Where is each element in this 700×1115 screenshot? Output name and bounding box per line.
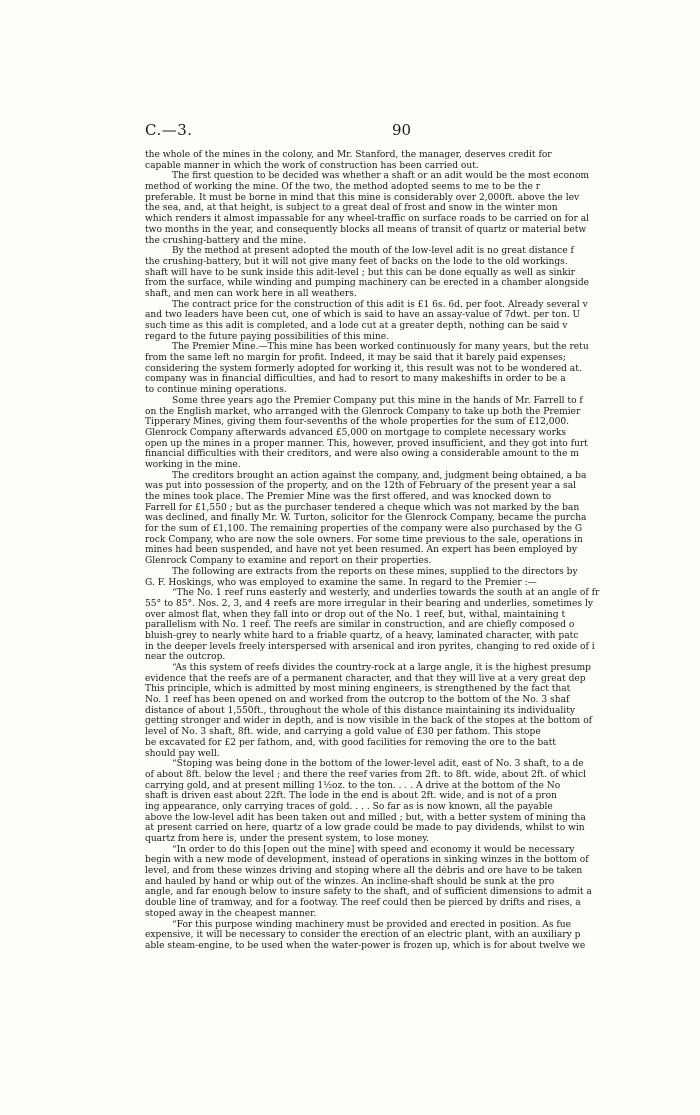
text-line: considering the system formerly adopted for working it, this result was not to be wondered at. — [145, 363, 582, 374]
text-line: be excavated for £2 per fathom, and, with good facilities for removing the ore to the batt — [145, 737, 556, 748]
text-line: open up the mines in a proper manner. This, however, proved insufficient, and they got into furt — [145, 438, 588, 449]
text-line: above the low-level adit has been taken out and milled ; but, with a better system of mining tha — [145, 812, 586, 823]
text-line: parallelism with No. 1 reef. The reefs are similar in construction, and are chiefly composed o — [145, 620, 575, 631]
text-line: Glenrock Company to examine and report on their properties. — [145, 556, 432, 567]
body-text — [145, 150, 700, 952]
text-line: By the method at present adopted the mouth of the low-level adit is no great distance f — [172, 246, 574, 257]
text-line: able steam-engine, to be used when the water-power is frozen up, which is for about twelve we — [145, 940, 586, 951]
text-line: The creditors brought an action against the company, and, judgment being obtained, a ba — [172, 470, 587, 481]
text-line: rock Company, who are now the sole owners. For some time previous to the sale, operations in — [145, 534, 583, 545]
page-number: 90 — [392, 121, 412, 139]
text-line: the crushing-battery and the mine. — [145, 235, 307, 246]
text-line: was put into possession of the property, and on the 12th of February of the present year a sal — [145, 481, 577, 492]
text-line: from the surface, while winding and pumping machinery can be erected in a chamber alongside — [145, 278, 590, 289]
text-line: 55° to 85°. Nos. 2, 3, and 4 reefs are more irregular in their bearing and underlies, sometimes ly — [145, 598, 593, 609]
text-line: near the outcrop. — [145, 652, 226, 663]
text-line: from the same left no margin for profit. Indeed, it may be said that it barely paid expenses; — [145, 353, 566, 364]
text-line: preferable. It must be borne in mind that this mine is considerably over 2,000ft. above the lev — [145, 192, 580, 203]
text-line: the mines took place. The Premier Mine was the first offered, and was knocked down to — [145, 492, 552, 502]
text-line: shaft is driven east about 22ft. The lode in the end is about 2ft. wide, and is not of a pron — [145, 791, 557, 802]
text-line: “As this system of reefs divides the country-rock at a large angle, it is the highest presump — [172, 663, 591, 673]
text-line: expensive, it will be necessary to consider the erection of an electric plant, with an auxiliary p — [145, 930, 581, 941]
text-line: The contract price for the construction of this adit is £1 6s. 6d. per foot. Already several v — [172, 299, 588, 310]
text-line: financial difficulties with their creditors, and were also owing a considerable amount to the m — [145, 449, 579, 460]
text-line: shaft will have to be sunk inside this adit-level ; but this can be done equally as well as sinkir — [145, 267, 576, 278]
text-line: ing appearance, only carrying traces of gold. . . . So far as is now known, all the payable — [145, 801, 553, 812]
text-line: level of No. 3 shaft, 8ft. wide, and carrying a gold value of £30 per fathom. This stope — [145, 727, 541, 738]
text-line: Glenrock Company afterwards advanced £5,000 on mortgage to complete necessary works — [145, 427, 567, 438]
text-line: The Premier Mine.—This mine has been worked continuously for many years, but the retu — [172, 342, 589, 353]
text-line: for the sum of £1,100. The remaining properties of the company were also purchased by the G — [145, 524, 583, 535]
text-line: which renders it almost impassable for any wheel-traffic on surface roads to be carried on for al — [145, 214, 590, 225]
text-line: capable manner in which the work of construction has been carried out. — [145, 160, 479, 171]
text-line: should pay well. — [145, 748, 220, 759]
text-line: company was in financial difficulties, and had to resort to many makeshifts in order to be a — [145, 374, 566, 385]
text-line: begin with a new mode of development, instead of operations in sinking winzes in the bottom of — [145, 855, 589, 866]
text-line: method of working the mine. Of the two, the method adopted seems to me to be the r — [145, 182, 541, 193]
text-line: The following are extracts from the reports on these mines, supplied to the directors by — [172, 566, 578, 577]
text-line: carrying gold, and at present milling 1½oz. to the ton. . . . A drive at the bottom of the No — [145, 780, 561, 791]
text-line: Tipperary Mines, giving them four-sevenths of the whole properties for the sum of £12,000. — [145, 417, 570, 428]
text-line: getting stronger and wider in depth, and is now visible in the back of the stopes at the bottom of — [145, 716, 593, 727]
text-line: “For this purpose winding machinery must be provided and erected in position. As fue — [172, 919, 572, 930]
text-line: was declined, and finally Mr. W. Turton, solicitor for the Glenrock Company, became the purcha — [145, 513, 587, 524]
text-line: angle, and far enough below to insure safety to the shaft, and of sufficient dimensions to admit a — [145, 887, 592, 898]
text-line: the crushing-battery, but it will not give many feet of backs on the lode to the old workings. — [145, 256, 568, 267]
text-line: “In order to do this [open out the mine] with speed and economy it would be necessary — [172, 844, 575, 855]
text-line: to continue mining operations. — [145, 385, 287, 396]
text-line: working in the mine. — [145, 459, 241, 470]
text-line: over almost flat, when they fall into or drop out of the No. 1 reef, but, withal, maintaining t — [145, 609, 566, 620]
page-reference: C.—3. — [145, 121, 193, 139]
text-line: the sea, and, at that height, is subject to a great deal of frost and snow in the winter mon — [145, 203, 558, 214]
text-line: shaft, and men can work here in all weathers. — [145, 288, 357, 299]
text-line: in the deeper levels freely interspersed with arsenical and iron pyrites, changing to red oxide of i — [145, 641, 595, 652]
text-line: such time as this adit is completed, and a lode cut at a greater depth, nothing can be said v — [145, 321, 568, 331]
text-line: the whole of the mines in the colony, and Mr. Stanford, the manager, deserves credit for — [145, 150, 552, 160]
text-line: evidence that the reefs are of a permanent character, and that they will live at a very great dep — [145, 673, 586, 684]
text-line: on the English market, who arranged with the Glenrock Company to take up both the Premier — [145, 406, 581, 417]
text-line: “Stoping was being done in the bottom of the lower-level adit, east of No. 3 shaft, to a de — [172, 759, 584, 770]
text-line: of about 8ft. below the level ; and there the reef varies from 2ft. to 8ft. wide, about 2ft. of whicl — [145, 769, 587, 780]
text-line: G. F. Hoskings, who was employed to examine the same. In regard to the Premier :— — [145, 577, 537, 588]
text-line: Some three years ago the Premier Company put this mine in the hands of Mr. Farrell to f — [172, 395, 583, 406]
text-line: No. 1 reef has been opened on and worked from the outcrop to the bottom of the No. 3 shaf — [145, 695, 570, 706]
text-line: This principle, which is admitted by most mining engineers, is strengthened by the fact that — [145, 684, 571, 695]
text-line: and two leaders have been cut, one of which is said to have an assay-value of 7dwt. per ton. U — [145, 310, 581, 321]
text-line: double line of tramway, and for a footway. The reef could then be pierced by drifts and rises, a — [145, 898, 581, 909]
text-line: The first question to be decided was whether a shaft or an adit would be the most econom — [172, 171, 590, 182]
text-line: quartz from here is, under the present system, to lose money. — [145, 834, 430, 844]
text-line: regard to the future paying possibilities of this mine. — [145, 331, 389, 342]
text-line: Farrell for £1,550 ; but as the purchaser tendered a cheque which was not marked by the ban — [145, 502, 580, 513]
text-line: distance of about 1,550ft., throughout the whole of this distance maintaining its individuality — [145, 705, 575, 716]
text-line: stoped away in the cheapest manner. — [145, 908, 317, 919]
text-line: “The No. 1 reef runs easterly and westerly, and underlies towards the south at an angle of fr — [172, 588, 600, 599]
text-line: level, and from these winzes driving and stoping where all the débris and ore have to be taken — [145, 866, 583, 877]
text-line: and hauled by hand or whip out of the winzes. An incline-shaft should be sunk at the pro — [145, 876, 555, 887]
text-line: at present carried on here, quartz of a low grade could be made to pay dividends, whilst to win — [145, 823, 585, 834]
text-line: bluish-grey to nearly white hard to a friable quartz, of a heavy, laminated character, with patc — [145, 630, 579, 641]
text-line: two months in the year, and consequently blocks all means of transit of quartz or material betw — [145, 224, 587, 235]
text-line: mines had been suspended, and have not yet been resumed. An expert has been employed by — [145, 545, 578, 556]
